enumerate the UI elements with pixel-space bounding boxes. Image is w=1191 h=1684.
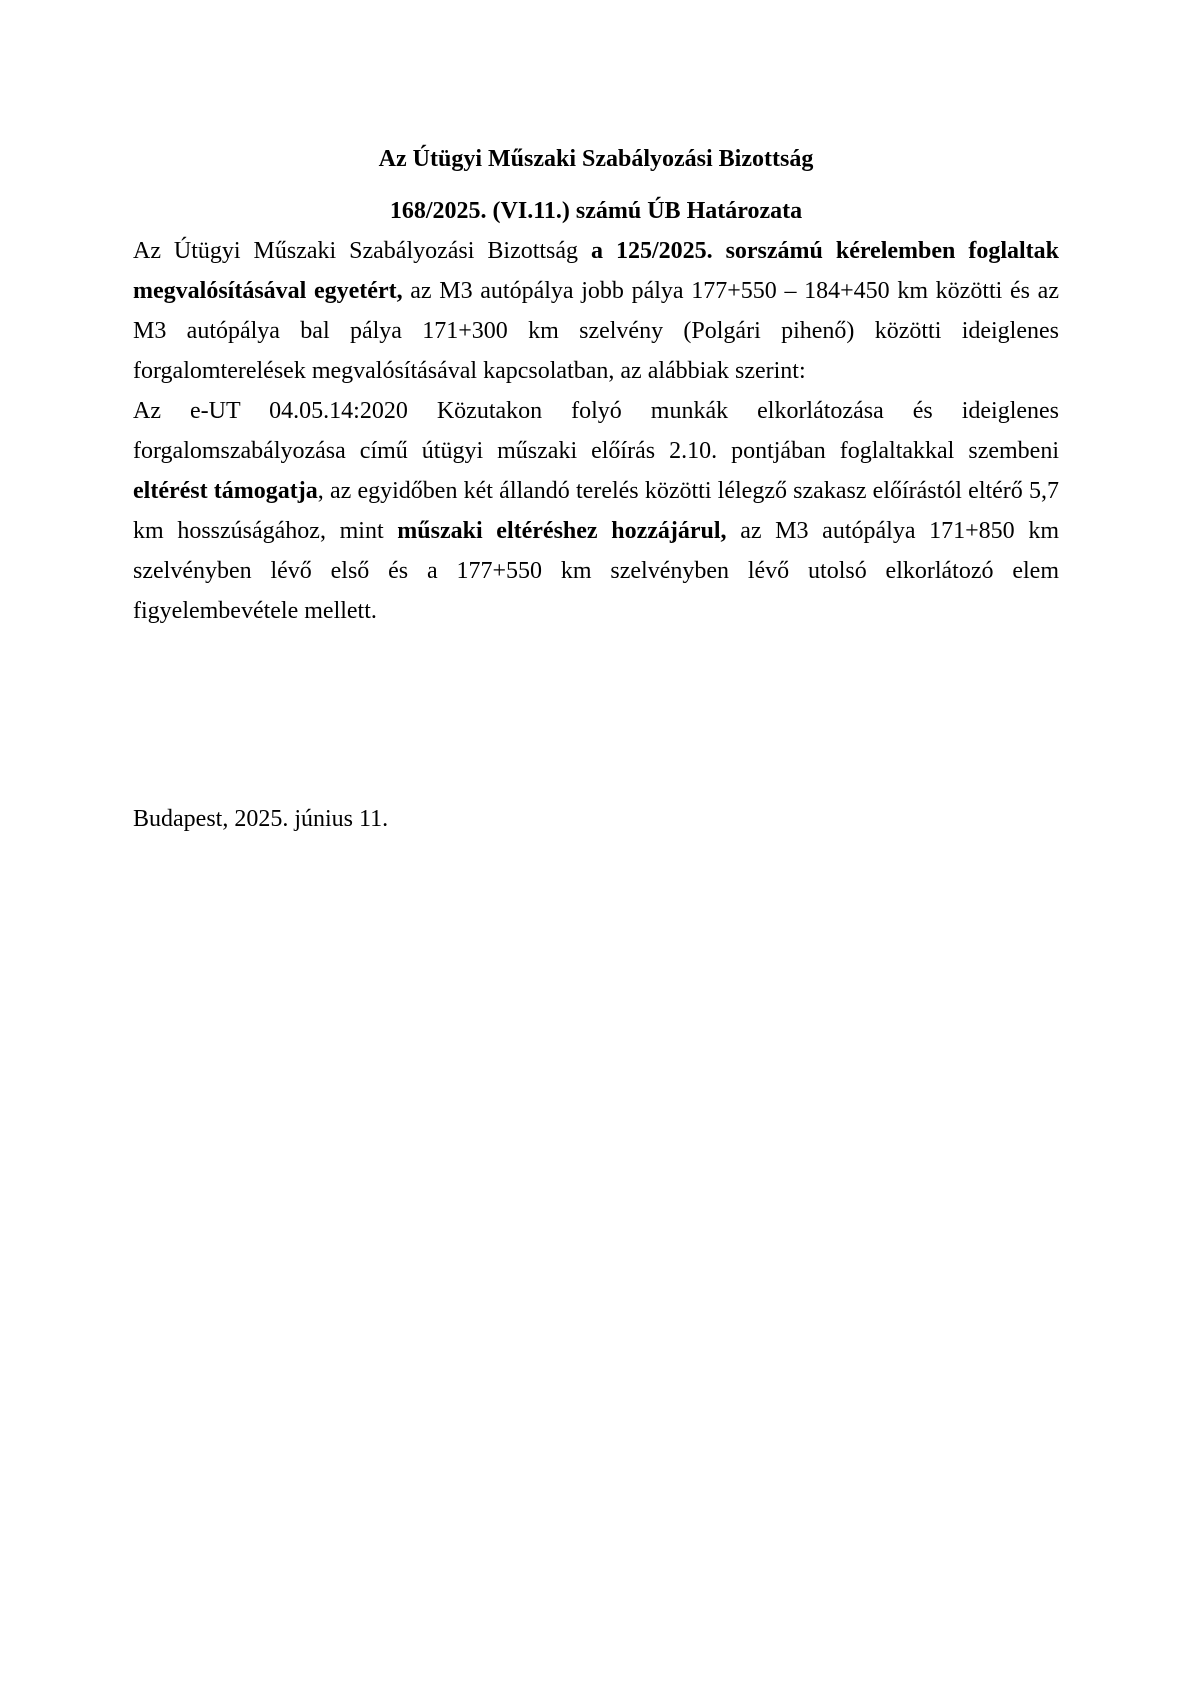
document-title-line-2: 168/2025. (VI.11.) számú ÚB Határozata — [389, 198, 803, 224]
paragraph-decision-segment-3: az M3 autópálya jobb pálya 177+550 – 184+450 km közötti és az M3 autópálya bal pálya 171+300 km szelvény (Polgári pihenő) közötti ideiglenes forgalomterelések megvalósításával kapcsolatban, az alábbiak szerint: — [133, 278, 1059, 384]
paragraph-deviation-segment-5: az M3 autópálya 171+850 km szelvényben lévő első és a 177+550 km szelvényben lévő utolsó elkorlátozó elem figyelembevétele mellett. — [133, 518, 1060, 624]
paragraph-decision-segment-2-bold: a 125/2025. sorszámú kérelemben foglaltak megvalósításával egyetért, — [133, 238, 1059, 304]
document-title-line-1: Az Útügyi Műszaki Szabályozási Bizottság — [378, 146, 814, 172]
document-content — [0, 0, 1191, 839]
paragraph-deviation-segment-2-bold: eltérést támogatja — [133, 478, 318, 504]
dateline: Budapest, 2025. június 11. — [133, 806, 389, 832]
paragraph-deviation-segment-4-bold: műszaki eltéréshez hozzájárul, — [397, 518, 727, 544]
paragraph-deviation-segment-3: , az egyidőben két állandó terelés közötti lélegző szakasz előírástól eltérő 5,7 km hosszúságához, mint — [133, 478, 1060, 544]
paragraph-deviation — [133, 391, 1059, 631]
paragraph-decision-segment-1: Az Útügyi Műszaki Szabályozási Bizottság — [133, 238, 591, 264]
paragraph-deviation-segment-1: Az e-UT 04.05.14:2020 Közutakon folyó munkák elkorlátozása és ideiglenes forgalomszabályozása című útügyi műszaki előírás 2.10. pontjában foglaltakkal szembeni — [133, 398, 1059, 464]
paragraph-decision — [133, 231, 1059, 391]
